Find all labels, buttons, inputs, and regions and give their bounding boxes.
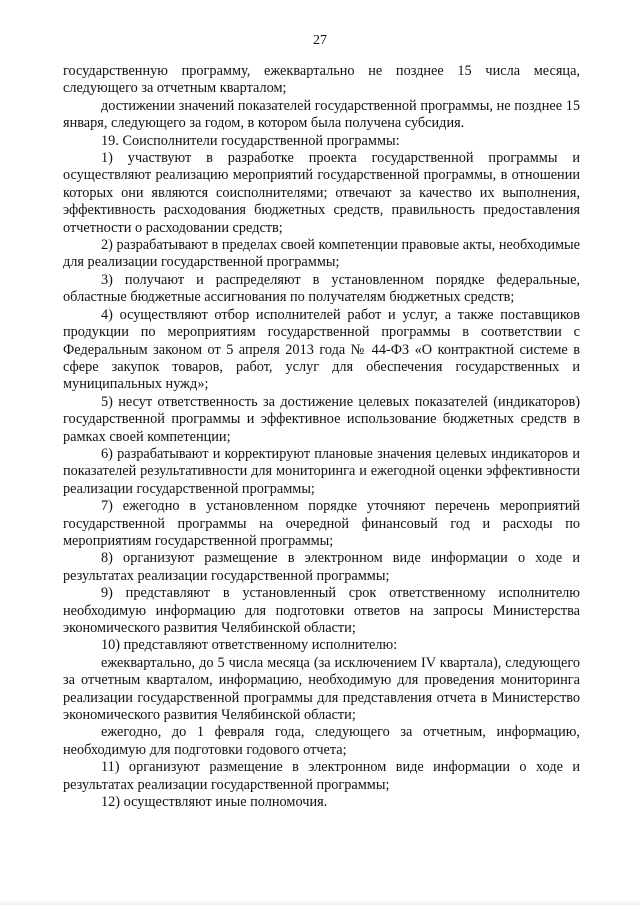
list-item: 7) ежегодно в установленном порядке уточняют перечень мероприятий государственной программы на очередной финансовый год и расходы по мероприятиям государственной программы; bbox=[63, 498, 580, 549]
list-item: 5) несут ответственность за достижение целевых показателей (индикаторов) государственной программы и эффективное использование бюджетных средств в рамках своей компетенции; bbox=[63, 393, 580, 445]
paragraph: достижении значений показателей государственной программы, не позднее 15 января, следующего за годом, в котором была получена субсидия. bbox=[63, 97, 580, 132]
sub-list-item: ежегодно, до 1 февраля года, следующего за отчетным, информацию, необходимую для подготовки годового отчета; bbox=[63, 724, 580, 758]
list-item: 1) участвуют в разработке проекта государственной программы и осуществляют реализацию мероприятий государственной программы, в отношении которых они являются соисполнителями; отвечают за качество их выполнения, эффективность расходования бюджетных средств, правильность предоставления отчетности о расходовании средств; bbox=[63, 150, 580, 236]
paragraph-continuation: государственную программу, ежеквартально не позднее 15 числа месяца, следующего за отчетным кварталом; bbox=[63, 63, 580, 97]
list-item: 4) осуществляют отбор исполнителей работ и услуг, а также поставщиков продукции по мероприятиям государственной программы в соответствии с Федеральным законом от 5 апреля 2013 года № 44-ФЗ «О контрактной системе в сфере закупок товаров, работ, услуг для обеспечения государственных и муниципальных нужд»; bbox=[63, 306, 580, 393]
list-item: 6) разрабатывают и корректируют плановые значения целевых индикаторов и показателей результативности для мониторинга и ежегодной оценки эффективности реализации государственной программы; bbox=[63, 445, 580, 497]
list-item: 11) организуют размещение в электронном виде информации о ходе и результатах реализации государственной программы; bbox=[63, 759, 580, 793]
list-item: 9) представляют в установленный срок ответственному исполнителю необходимую информацию для подготовки ответов на запросы Министерства экономического развития Челябинской области; bbox=[63, 585, 580, 636]
list-item: 3) получают и распределяют в установленном порядке федеральные, областные бюджетные ассигнования по получателям бюджетных средств; bbox=[63, 271, 580, 306]
section-heading: 19. Соисполнители государственной программы: bbox=[101, 132, 400, 149]
sub-list-item: ежеквартально, до 5 числа месяца (за исключением IV квартала), следующего за отчетным кварталом, информацию, необходимую для проведения мониторинга реализации государственной программы для представления отчета в Министерство экономического развития Челябинской области; bbox=[63, 654, 580, 724]
scan-edge-shadow bbox=[0, 900, 640, 905]
list-item: 2) разрабатывают в пределах своей компетенции правовые акты, необходимые для реализации государственной программы; bbox=[63, 237, 580, 271]
list-item: 12) осуществляют иные полномочия. bbox=[101, 794, 328, 811]
list-item: 10) представляют ответственному исполнителю: bbox=[101, 637, 398, 654]
page-number: 27 bbox=[313, 33, 327, 48]
document-body bbox=[63, 63, 580, 811]
list-item: 8) организуют размещение в электронном виде информации о ходе и результатах реализации государственной программы; bbox=[63, 550, 580, 584]
